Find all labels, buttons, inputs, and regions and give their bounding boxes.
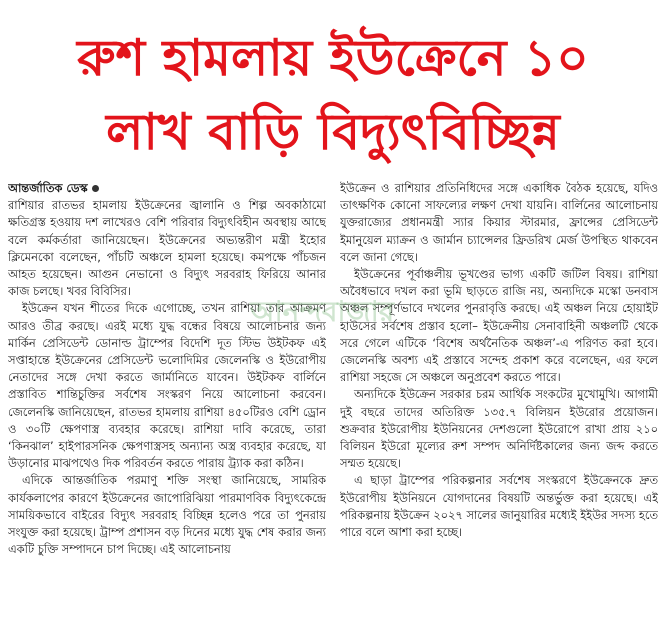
paragraph: ইউক্রেন যখন শীতের দিকে এগোচ্ছে, তখন রাশিয়া তার আক্রমণ আরও তীব্র করছে। এরই মধ্যে যুদ্ধ বন্ধের বিষয়ে আলোচনার জন্য মার্কিন প্রেসিডেন্ট ডোনাল্ড ট্রাম্পের বিদেশি দূত স্টিভ উইটকফ এই সপ্তাহান্তে ইউক্রেনের প্রেসিডেন্ট ভলোদিমির জেলেনস্কি ও ইউরোপীয় নেতাদের সঙ্গে দেখা করতে জার্মানিতে যাবেন। উইটকফ বার্লিনে প্রস্তাবিত শান্তিচুক্তির সর্বশেষ সংস্করণ নিয়ে আলোচনা করবেন। জেলেনস্কি জানিয়েছেন, রাতভর হামলায় রাশিয়া ৪৫০টিরও বেশি ড্রোন ও ৩০টি ক্ষেপণাস্ত্র ব্যবহার করেছে। রাশিয়া দাবি করেছে, তারা ‘কিনঝাল’ হাইপারসনিক ক্ষেপণাস্ত্রসহ অন্যান্য অস্ত্র ব্যবহার করেছে, যা উড়ানোর মাঝপথেও দিক পরিবর্তন করতে পারায় ট্র্যাক করা কঠিন।	[8, 301, 326, 471]
watermark-logo: আনন্দবাজার	[250, 295, 395, 328]
dateline-text: আন্তর্জাতিক ডেস্ক	[8, 181, 88, 195]
paragraph: ইউক্রেনের পূর্বাঞ্চলীয় ভূখণ্ডের ভাগ্য একটি জটিল বিষয়। রাশিয়া অবৈধভাবে দখল করা ভূমি ছাড়তে রাজি নয়, অন্যদিকে মস্কো ডনবাস অঞ্চল সম্পূর্ণভাবে দখলের পুনরাবৃত্তি করছে। এই অঞ্চল নিয়ে হোয়াইট হাউসের সর্বশেষ প্রস্তাব হলো– ইউক্রেনীয় সেনাবাহিনী অঞ্চলটি থেকে সরে গেলে এটিকে ‘বিশেষ অর্থনৈতিক অঞ্চল’-এ পরিণত করা হবে। জেলেনস্কি অবশ্য এই প্রস্তাবে সন্দেহ প্রকাশ করে বলেছেন, এর ফলে রাশিয়া সহজে সে অঞ্চলে অনুপ্রবেশ করতে পারে।	[340, 267, 658, 385]
article-column-left	[8, 180, 326, 628]
headline-line-2: লাখ বাড়ি বিদ্যুৎবিচ্ছিন্ন	[106, 103, 560, 161]
paragraph: এ ছাড়া ট্রাম্পের পরিকল্পনার সর্বশেষ সংস্করণে ইউক্রেনকে দ্রুত ইউরোপীয় ইউনিয়নে যোগদানের বিষয়টি অন্তর্ভুক্ত করা হয়েছে। এই পরিকল্পনায় ইউক্রেন ২০২৭ সালের জানুয়ারির মধ্যেই ইইউর সদস্য হতে পারে বলে আশা করা হচ্ছে।	[340, 473, 658, 540]
headline-line-1: রুশ হামলায় ইউক্রেনে ১০	[77, 29, 589, 87]
article-body	[8, 180, 658, 628]
paragraph: এদিকে আন্তর্জাতিক পরমাণু শক্তি সংস্থা জানিয়েছে, সামরিক কার্যকলাপের কারণে ইউক্রেনের জাপোরিঝিয়া পারমাণবিক বিদ্যুৎকেন্দ্রে সাময়িকভাবে বাইরের বিদ্যুৎ সরবরাহ বিচ্ছিন্ন হলেও পরে তা পুনরায় সংযুক্ত করা হয়েছে। ট্রাম্প প্রশাসন বড় দিনের মধ্যে যুদ্ধ শেষ করার জন্য একটি চুক্তি সম্পাদনে চাপ দিচ্ছে। এই আলোচনায়	[8, 473, 326, 557]
dateline-bullet-icon	[92, 185, 99, 192]
paragraph: রাশিয়ার রাতভর হামলায় ইউক্রেনের জ্বালানি ও শিল্প অবকাঠামো ক্ষতিগ্রস্ত হওয়ায় দশ লাখেরও বেশি পরিবার বিদ্যুৎবিহীন অবস্থায় আছে বলে কর্মকর্তারা জানিয়েছেন। ইউক্রেনের অভ্যন্তরীণ মন্ত্রী ইহোর ক্লিমেনকো বলেছেন, পাঁচটি অঞ্চলে হামলা হয়েছে। কমপক্ষে পাঁচজন আহত হয়েছেন। আগুন নেভানো ও বিদ্যুৎ সরবরাহ ফিরিয়ে আনার কাজ চলছে। খবর বিবিসির।	[8, 198, 326, 299]
paragraph: ইউক্রেন ও রাশিয়ার প্রতিনিধিদের সঙ্গে একাধিক বৈঠক হয়েছে, যদিও তাৎক্ষণিক কোনো সাফল্যের লক্ষণ দেখা যায়নি। বার্লিনের আলোচনায় যুক্তরাজ্যের প্রধানমন্ত্রী স্যার কিয়ার স্টারমার, ফ্রান্সের প্রেসিডেন্ট ইমানুয়েল ম্যাক্রন ও জার্মান চ্যান্সেলর ফ্রিডরিখ মের্জ উপস্থিত থাকবেন বলে জানা গেছে।	[340, 181, 658, 264]
paragraph: অন্যদিকে ইউক্রেন সরকার চরম আর্থিক সংকটের মুখোমুখি। আগামী দুই বছরে তাদের অতিরিক্ত ১৩৫.৭ বিলিয়ন ইউরোর প্রয়োজন। শুক্রবার ইউরোপীয় ইউনিয়নের দেশগুলো ইউরোপে রাখা প্রায় ২১০ বিলিয়ন ইউরো মূল্যের রুশ সম্পদ অনির্দিষ্টকালের জন্য জব্দ করতে সম্মত হয়েছে।	[340, 387, 658, 471]
headline	[0, 0, 666, 168]
dateline	[8, 180, 326, 197]
article-column-right	[340, 180, 658, 628]
